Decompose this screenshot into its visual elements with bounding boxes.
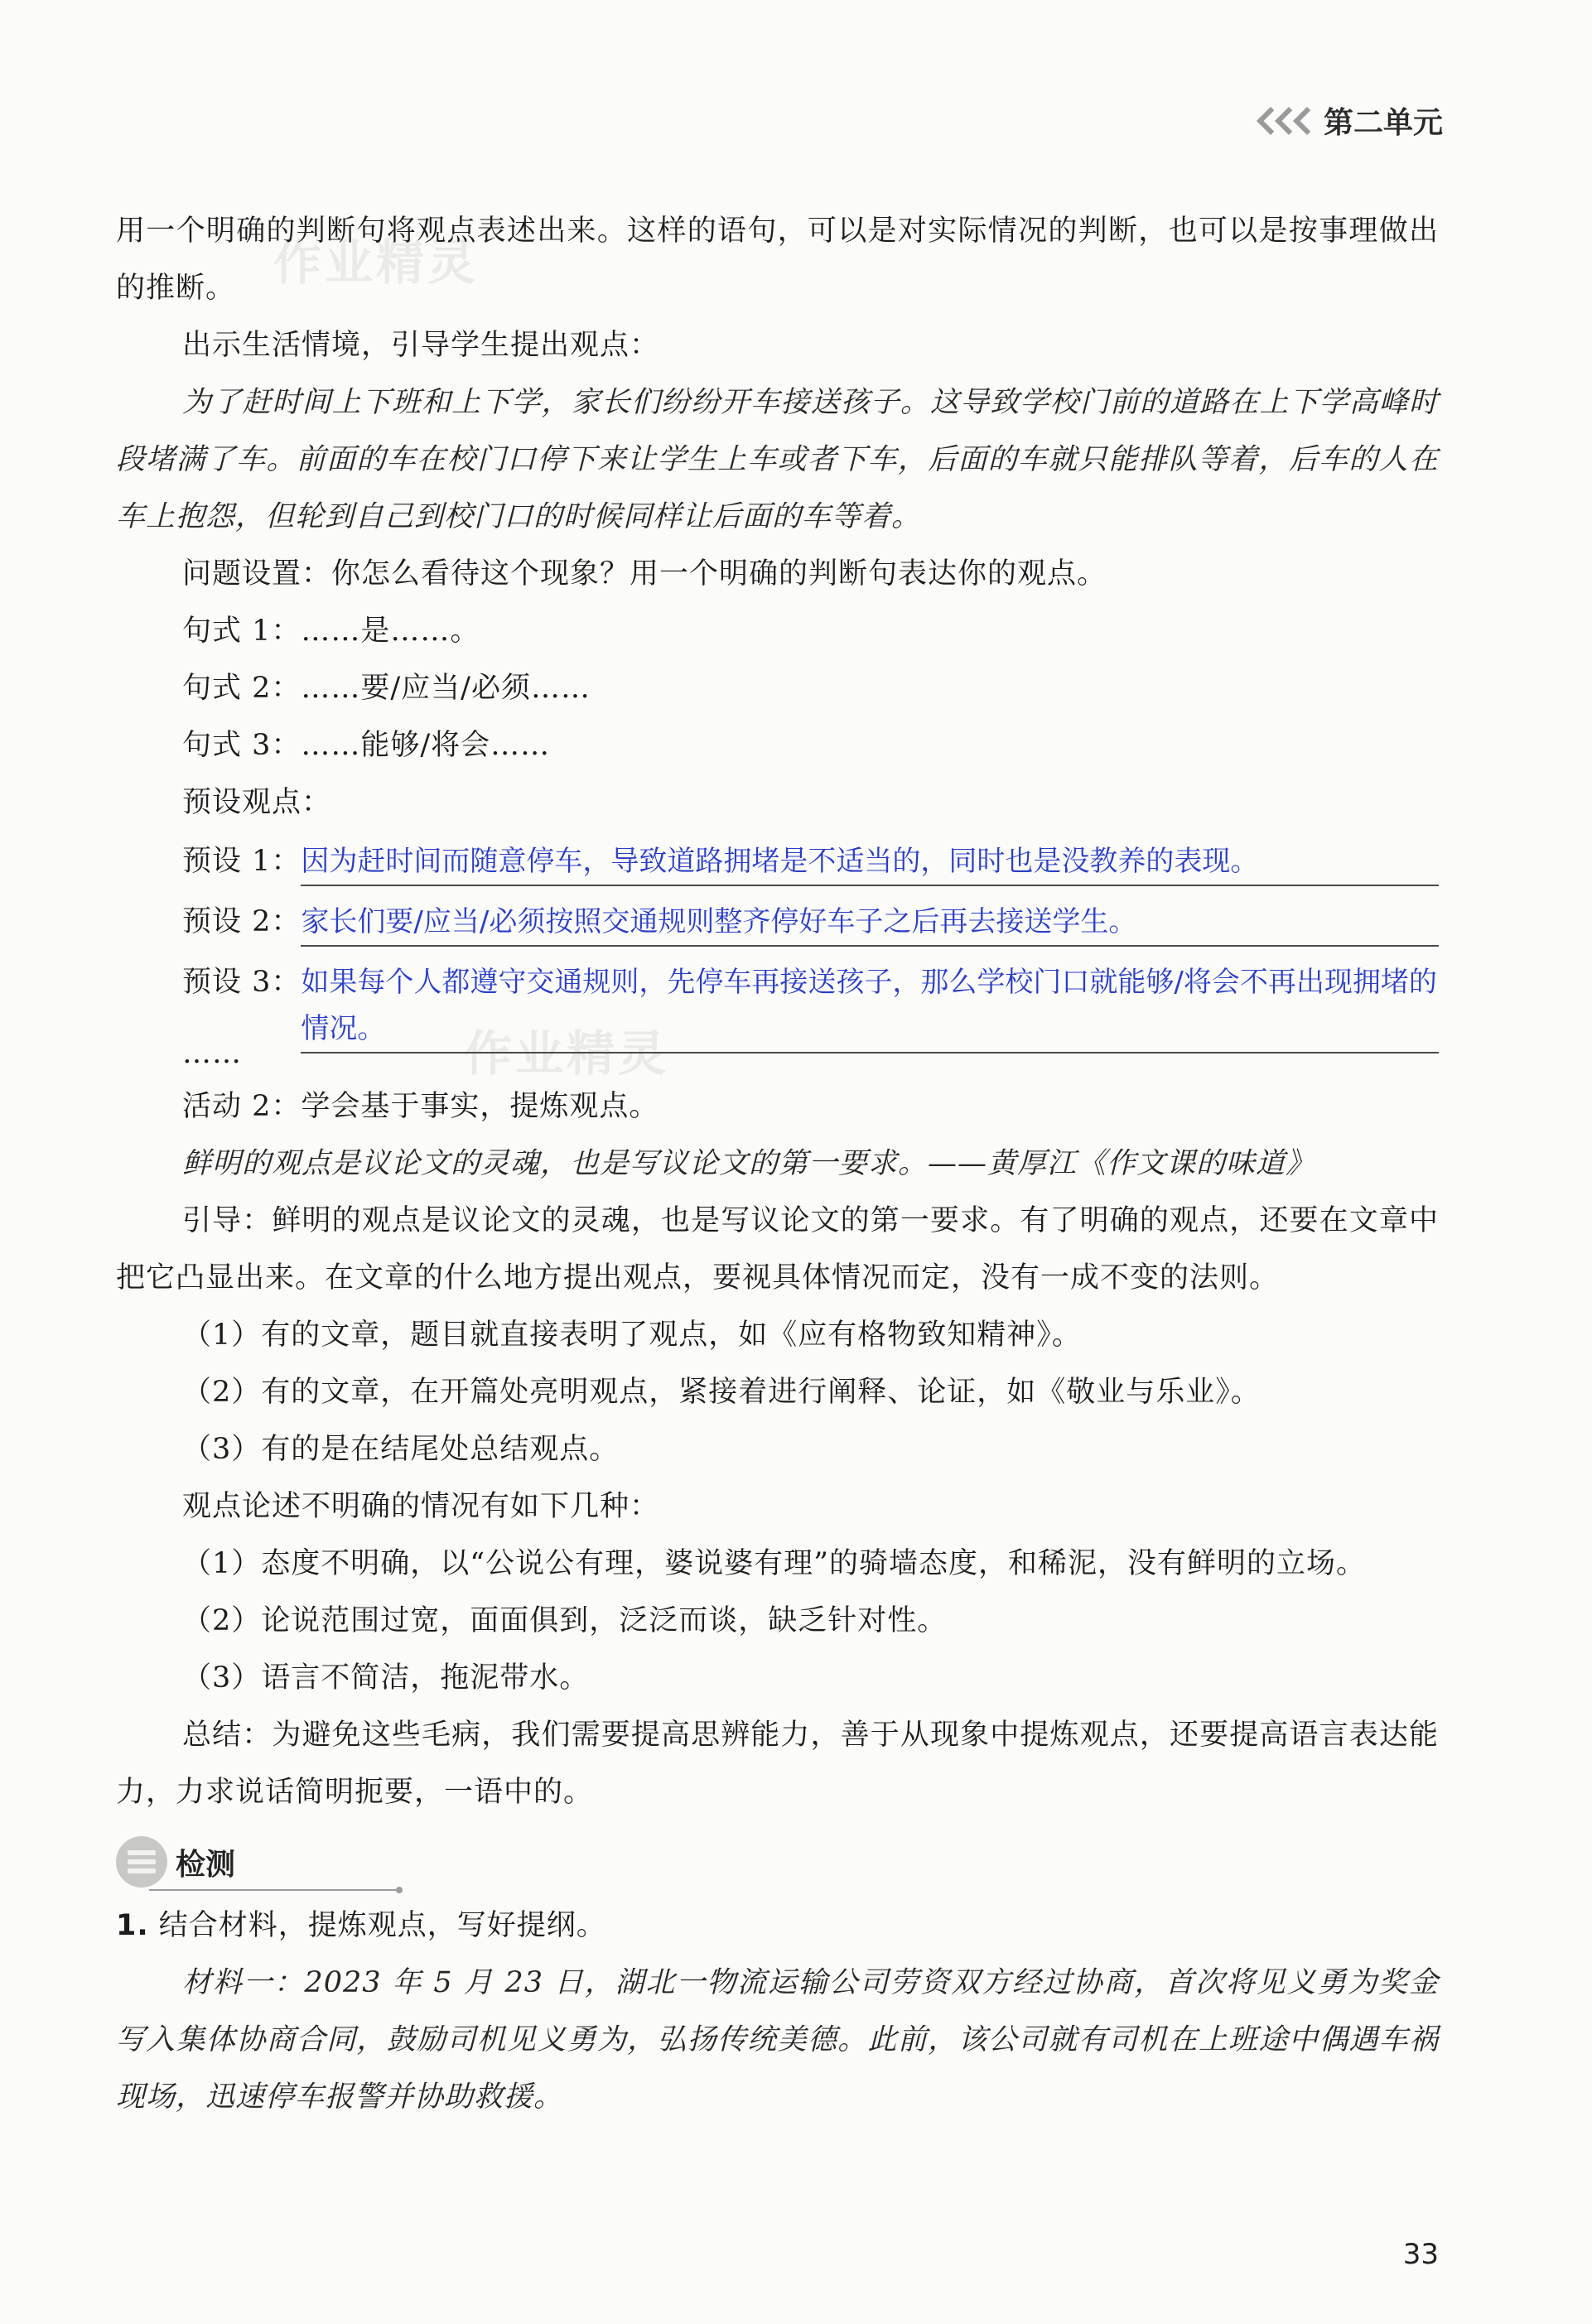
unclear-item-1: （1）态度不明确，以“公说公有理，婆说婆有理”的骑墙态度，和稀泥，没有鲜明的立场。 [182,1547,1367,1580]
list-item-1: （1）有的文章，题目就直接表明了观点，如《应有格物致知精神》。 [182,1319,1082,1352]
page-number: 33 [1402,2238,1439,2271]
unclear-item-3: （3）语言不简洁，拖泥带水。 [182,1661,590,1695]
sentence-pattern-2: 句式 2：……要/应当/必须…… [182,672,591,705]
section-heading [116,1836,1439,1888]
summary-paragraph: 总结：为避免这些毛病，我们需要提高思辨能力，善于从现象中提炼观点，还要提高语言表达能力，力求说话简明扼要，一语中的。 [116,1719,1439,1809]
sentence-pattern-3: 句式 3：……能够/将会…… [182,729,551,762]
question-text: 结合材料，提炼观点，写好提纲。 [158,1909,606,1942]
unclear-item-2: （2）论说范围过宽，面面俱到，泛泛而谈，缺乏针对性。 [182,1604,948,1637]
section-underline [149,1889,398,1891]
page-content [116,203,1439,2126]
quote-line: 鲜明的观点是议论文的灵魂，也是写议论文的第一要求。——黄厚江《作文课的味道》 [182,1147,1316,1180]
guide-paragraph: 引导：鲜明的观点是议论文的灵魂，也是写议论文的第一要求。有了明确的观点，还要在文章中把它凸显出来。在文章的什么地方提出观点，要视具体情况而定，没有一成不变的法则。 [116,1204,1439,1295]
paragraph-situation: 出示生活情境，引导学生提出观点： [182,329,660,362]
activity-2-heading: 活动 2：学会基于事实，提炼观点。 [182,1090,659,1123]
paragraph-intro: 用一个明确的判断句将观点表述出来。这样的语句，可以是对实际情况的判断，也可以是按事理做出的推断。 [116,215,1439,305]
paragraph-scenario: 为了赶时间上下班和上下学，家长们纷纷开车接送孩子。这导致学校门前的道路在上下学高峰时段堵满了车。前面的车在校门口停下来让学生上车或者下车，后面的车就只能排队等着，后车的人在车上抱怨，但轮到自己到校门口的时候同样让后面的车等着。 [116,386,1439,533]
preset-answer-2: 家长们要/应当/必须按照交通规则整齐停好车子之后再去接送学生。 [301,899,1439,947]
preset-label-1: 预设 1： [182,845,302,878]
list-item-2: （2）有的文章，在开篇处亮明观点，紧接着进行阐释、论证，如《敬业与乐业》。 [182,1376,1261,1409]
preset-answer-3: 如果每个人都遵守交通规则，先停车再接送孩子，那么学校门口就能够/将会不再出现拥堵的情况。 [301,959,1439,1054]
question-1 [116,1897,1439,1955]
material-1: 材料一：2023 年 5 月 23 日，湖北一物流运输公司劳资双方经过协商，首次将见义勇为奖金写入集体协商合同，鼓励司机见义勇为，弘扬传统美德。此前，该公司就有司机在上班途中偶遇车祸现场，迅速停车报警并协助救援。 [116,1966,1439,2114]
preset-row-2 [116,894,1439,951]
chevron-left-icon [1261,111,1315,131]
preset-row-3 [116,954,1439,1054]
preset-answer-1: 因为赶时间而随意停车，导致道路拥堵是不适当的，同时也是没教养的表现。 [301,838,1439,886]
page-header [1261,99,1443,142]
unclear-heading: 观点论述不明确的情况有如下几种： [182,1490,660,1523]
list-item-3: （3）有的是在结尾处总结观点。 [182,1433,620,1466]
sentence-pattern-1: 句式 1：……是……。 [182,615,480,648]
watermark-top: 作业精灵 [273,234,480,291]
book-stack-icon [116,1836,167,1888]
preset-label-2: 预设 2： [182,905,302,938]
section-title: 检测 [176,1847,236,1882]
preset-label-3: 预设 3： [182,966,302,999]
preset-row-1 [116,833,1439,890]
question-number: 1. [116,1909,149,1942]
paragraph-question: 问题设置：你怎么看待这个现象？用一个明确的判断句表达你的观点。 [182,557,1107,591]
preset-ellipsis: …… [182,1037,242,1070]
preset-heading: 预设观点： [182,786,332,819]
watermark-middle: 作业精灵 [464,1025,670,1082]
unit-title: 第二单元 [1323,106,1443,140]
